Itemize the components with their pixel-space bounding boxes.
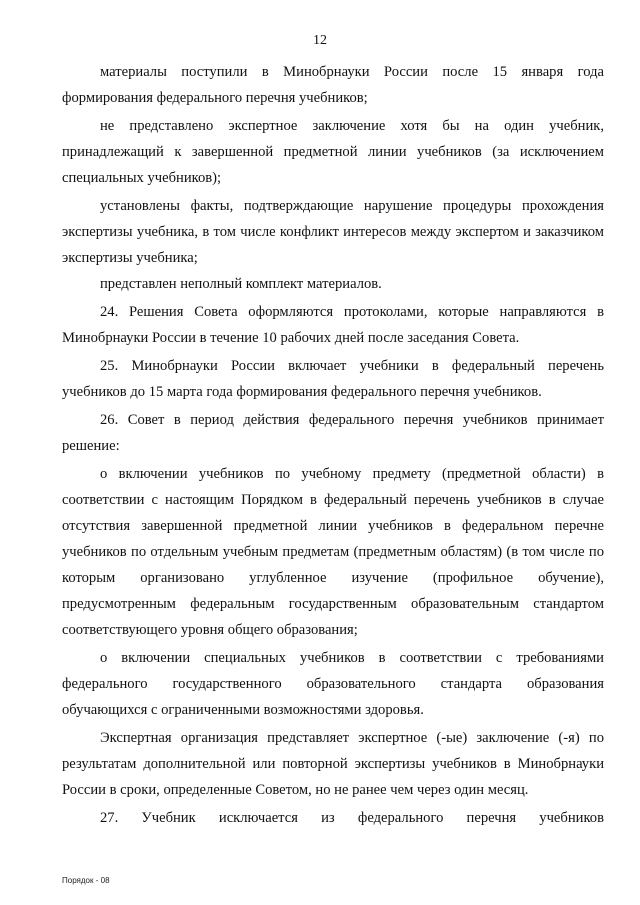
paragraph-item-26: 26. Совет в период действия федерального перечня учебников принимает решение:: [62, 412, 604, 454]
paragraph-procedure-violation: установлены факты, подтверждающие нарушение процедуры прохождения экспертизы учебника, в том числе конфликт интересов между экспертом и заказчиком экспертизы учебника;: [62, 198, 604, 266]
document-body: [62, 59, 604, 831]
paragraph-expert-organization: Экспертная организация представляет экспертное (-ые) заключение (-я) по результатам дополнительной или повторной экспертизы учебников в Минобрнауки России в сроки, определенные Советом, но не ранее чем через один месяц.: [62, 730, 604, 798]
page-number: 12: [313, 33, 327, 48]
paragraph-item-27: 27. Учебник исключается из федерального перечня учебников: [100, 810, 604, 826]
paragraph-no-expert-conclusion: не представлено экспертное заключение хотя бы на один учебник, принадлежащий к завершенной предметной линии учебников (за исключением специальных учебников);: [62, 118, 604, 186]
paragraph-materials-late: материалы поступили в Минобрнауки России после 15 января года формирования федерального перечня учебников;: [62, 64, 604, 106]
paragraph-item-25: 25. Минобрнауки России включает учебники в федеральный перечень учебников до 15 марта года формирования федерального перечня учебников.: [62, 358, 604, 400]
paragraph-incomplete-set: представлен неполный комплект материалов.: [100, 276, 382, 292]
paragraph-inclusion-subject: о включении учебников по учебному предмету (предметной области) в соответствии с настоящим Порядком в федеральный перечень учебников в случае отсутствия завершенной предметной линии учебников в федеральном перечне учебников по отдельным учебным предметам (предметным областям) (в том числе по которым организовано углубленное изучение (профильное обучение), предусмотренным федеральным государственным образовательным стандартом соответствующего уровня общего образования;: [62, 466, 604, 638]
paragraph-item-24: 24. Решения Совета оформляются протоколами, которые направляются в Минобрнауки России в течение 10 рабочих дней после заседания Совета.: [62, 304, 604, 346]
footer-doc-code: Порядок - 08: [62, 876, 110, 885]
paragraph-inclusion-special: о включении специальных учебников в соответствии с требованиями федерального государственного образовательного стандарта образования обучающихся с ограниченными возможностями здоровья.: [62, 650, 604, 718]
